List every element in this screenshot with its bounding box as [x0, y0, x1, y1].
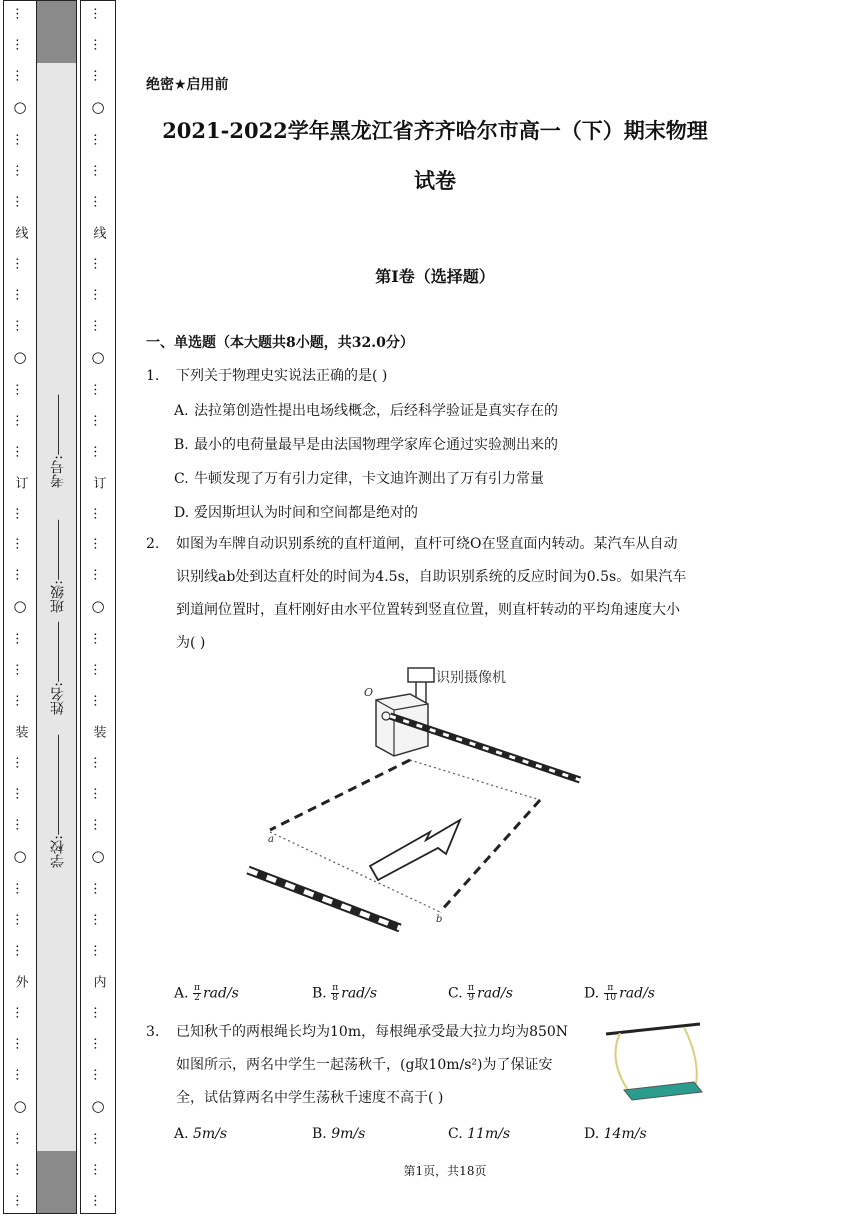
binding-mark: 线 — [12, 225, 28, 239]
dot-mark: … — [90, 413, 106, 427]
binding-mark: 装 — [12, 725, 28, 739]
dot-mark: … — [90, 68, 106, 82]
dot-mark: … — [90, 163, 106, 177]
circle-mark: ○ — [13, 1096, 27, 1115]
q2-option-c: C. $\frac{\pi}{9}$ rad/s — [448, 983, 513, 1003]
dot-mark: … — [12, 756, 28, 770]
dot-mark: … — [12, 1036, 28, 1050]
q1-option-a: A. 法拉第创造性提出电场线概念，后经科学验证是真实存在的 — [174, 403, 558, 419]
dot-mark: … — [90, 1193, 106, 1207]
dot-mark: … — [12, 37, 28, 51]
q1-option-d: D. 爱因斯坦认为时间和空间都是绝对的 — [174, 505, 418, 521]
inner-binding-column — [80, 0, 116, 1214]
pivot-label: O — [364, 686, 374, 699]
q2-option-d: D. $\frac{\pi}{10}$ rad/s — [584, 983, 655, 1003]
q1-option-b: B. 最小的电荷量最早是由法国物理学家库仑通过实验测出来的 — [174, 437, 558, 453]
dot-mark: … — [12, 132, 28, 146]
q3-option-c: C. 11m/s — [448, 1126, 511, 1142]
dot-mark: … — [90, 506, 106, 520]
dot-mark: … — [12, 882, 28, 896]
question-number: 2. — [146, 536, 160, 552]
dot-mark: … — [12, 944, 28, 958]
dot-mark: … — [90, 37, 106, 51]
swing-figure — [604, 1020, 704, 1104]
dot-mark: … — [12, 1067, 28, 1081]
circle-mark: ○ — [13, 847, 27, 866]
circle-mark: ○ — [91, 847, 105, 866]
circle-mark: ○ — [91, 1096, 105, 1115]
mark-a: a — [268, 834, 274, 845]
camera-label: 识别摄像机 — [436, 670, 506, 686]
dot-mark: … — [90, 1067, 106, 1081]
dot-mark: … — [90, 882, 106, 896]
swing-seat — [624, 1082, 702, 1100]
dot-mark: … — [12, 1162, 28, 1176]
q3-option-a: A. 5m/s — [174, 1126, 228, 1142]
name-field: 姓名: — [48, 622, 68, 715]
dot-mark: … — [90, 444, 106, 458]
binding-mark: 外 — [12, 975, 28, 989]
dot-mark: … — [90, 318, 106, 332]
inner-dotted-line — [81, 7, 115, 1207]
question-number: 1. — [146, 368, 160, 384]
dot-mark: … — [90, 787, 106, 801]
dot-mark: … — [12, 787, 28, 801]
swing-rope-right — [684, 1027, 697, 1084]
dot-mark: … — [12, 413, 28, 427]
swing-rope-left — [616, 1033, 629, 1090]
dot-mark: … — [12, 7, 28, 20]
dot-mark: … — [12, 568, 28, 582]
dot-mark: … — [90, 537, 106, 551]
dot-mark: … — [90, 256, 106, 270]
dot-mark: … — [12, 194, 28, 208]
dot-mark: … — [12, 818, 28, 832]
dot-mark: … — [90, 1162, 106, 1176]
dot-mark: … — [90, 1006, 106, 1019]
question-number: 3. — [146, 1024, 160, 1040]
circle-mark: ○ — [91, 97, 105, 116]
circle-mark: ○ — [13, 597, 27, 616]
circle-mark: ○ — [91, 347, 105, 366]
binding-mark: 内 — [90, 975, 106, 989]
dot-mark: … — [90, 632, 106, 646]
dot-mark: … — [12, 1131, 28, 1145]
dot-mark: … — [12, 444, 28, 458]
dot-mark: … — [90, 1131, 106, 1145]
circle-mark: ○ — [91, 597, 105, 616]
student-info-fields — [46, 0, 70, 1214]
dot-mark: … — [90, 756, 106, 770]
dot-mark: … — [12, 163, 28, 177]
mark-b: b — [436, 914, 443, 925]
dot-mark: … — [12, 256, 28, 270]
dot-mark: … — [90, 694, 106, 708]
dot-mark: … — [90, 382, 106, 396]
school-field: 学校: — [48, 735, 68, 868]
dot-mark: … — [12, 506, 28, 520]
dot-mark: … — [12, 663, 28, 677]
dot-mark: … — [12, 632, 28, 646]
camera-icon — [408, 668, 434, 682]
dot-mark: … — [90, 913, 106, 927]
q3-option-b: B. 9m/s — [312, 1126, 366, 1142]
dot-mark: … — [12, 382, 28, 396]
binding-mark: 线 — [90, 225, 106, 239]
dot-mark: … — [90, 194, 106, 208]
q2-option-b: B. $\frac{\pi}{8}$ rad/s — [312, 983, 378, 1003]
page-number: 第1页，共18页 — [403, 1164, 487, 1178]
binding-mark: 订 — [90, 475, 106, 489]
dot-mark: … — [90, 663, 106, 677]
dot-mark: … — [90, 944, 106, 958]
q1-option-c: C. 牛顿发现了万有引力定律，卡文迪许测出了万有引力常量 — [174, 471, 544, 487]
exam-title-line1: 2021-2022学年黑龙江省齐齐哈尔市高一（下）期末物理 — [162, 118, 708, 143]
circle-mark: ○ — [13, 347, 27, 366]
dot-mark: … — [12, 537, 28, 551]
volume-heading: 第I卷（选择题） — [375, 267, 495, 286]
dot-mark: … — [12, 318, 28, 332]
dot-mark: … — [12, 1006, 28, 1019]
dot-mark: … — [90, 287, 106, 301]
secret-label: 绝密★启用前 — [146, 77, 229, 93]
outer-binding-column — [3, 0, 37, 1214]
outer-dotted-line — [4, 7, 36, 1207]
dot-mark: … — [90, 818, 106, 832]
binding-mark: 订 — [12, 475, 28, 489]
q3-option-d: D. 14m/s — [584, 1126, 647, 1142]
dot-mark: … — [12, 913, 28, 927]
exam-title-line2: 试卷 — [414, 168, 456, 193]
dot-mark: … — [12, 287, 28, 301]
section-heading: 一、单选题（本大题共8小题，共32.0分） — [146, 335, 414, 351]
dot-mark: … — [12, 1193, 28, 1207]
dot-mark: … — [12, 68, 28, 82]
dot-mark: … — [12, 694, 28, 708]
question-stem: 如图为车牌自动识别系统的直杆道闸，直杆可绕O在竖直面内转动。某汽车从自动 识别线ab处到达直杆处的时间为4.5s，自助识别系统的反应时间为0.5s。如果汽车 到道闸位置时，直杆刚好由水平位置转到竖直位置，则直杆转动的平均角速度大小 为( ) — [176, 536, 687, 651]
dot-mark: … — [90, 132, 106, 146]
question-stem: 下列关于物理史实说法正确的是( ) — [176, 368, 388, 384]
exam-no-field: 考号: — [48, 395, 68, 488]
q2-option-a: A. $\frac{\pi}{2}$ rad/s — [174, 983, 239, 1003]
binding-mark: 装 — [90, 725, 106, 739]
exam-title — [140, 106, 730, 206]
dot-mark: … — [90, 568, 106, 582]
arrow-icon — [370, 820, 460, 880]
circle-mark: ○ — [13, 97, 27, 116]
class-field: 班级: — [48, 520, 68, 613]
question-stem: 已知秋千的两根绳长均为10m，每根绳承受最大拉力均为850N 如图所示，两名中学生一起荡秋千，(g取10m/s²)为了保证安 全，试估算两名中学生荡秋千速度不高于( ) — [176, 1024, 569, 1106]
barrier-gate-figure — [240, 660, 600, 940]
dot-mark: … — [90, 1036, 106, 1050]
dot-mark: … — [90, 7, 106, 20]
